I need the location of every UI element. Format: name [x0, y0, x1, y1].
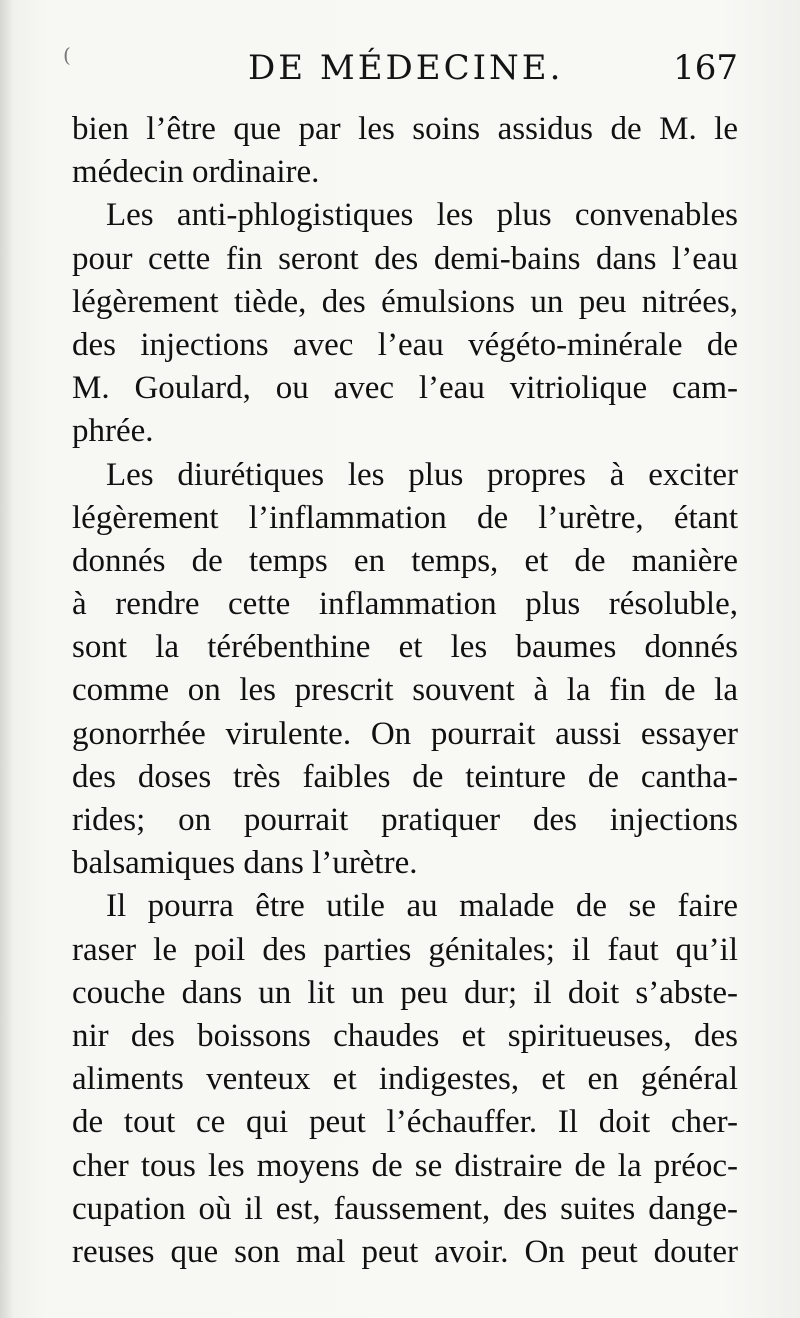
corner-mark: ( [63, 43, 71, 67]
text-line: couche dans un lit un peu dur; il doit s’abste- [72, 974, 738, 1011]
page-header [70, 48, 738, 98]
paragraph [72, 454, 738, 886]
text-line: pour cette fin seront des demi-bains dans l’eau [72, 240, 738, 277]
text-line: des injections avec l’eau végéto-minérale de [72, 326, 738, 363]
paragraph [72, 885, 738, 1274]
text-line: à rendre cette inflammation plus résoluble, [72, 586, 738, 623]
text-line: légèrement tiède, des émulsions un peu nitrées, [72, 283, 738, 320]
body-text [72, 108, 738, 1274]
text-line: donnés de temps en temps, et de manière [72, 542, 738, 579]
paragraph [72, 108, 738, 194]
text-line: cupation où il est, faussement, des suites dange- [72, 1190, 738, 1227]
page-number: 167 [673, 48, 738, 88]
text-line: des doses très faibles de teinture de cantha- [72, 758, 738, 795]
text-line: comme on les prescrit souvent à la fin de la [72, 672, 738, 709]
text-line: Les anti-phlogistiques les plus convenables [106, 197, 738, 234]
text-line: M. Goulard, ou avec l’eau vitriolique cam- [72, 370, 738, 407]
text-line: sont la térébenthine et les baumes donnés [72, 629, 738, 666]
text-line: aliments venteux et indigestes, et en général [72, 1061, 738, 1098]
text-line: légèrement l’inflammation de l’urètre, étant [72, 499, 738, 536]
text-line: Les diurétiques les plus propres à exciter [106, 456, 738, 493]
text-line: nir des boissons chaudes et spiritueuses, des [72, 1017, 738, 1054]
text-line: rides; on pourrait pratiquer des injections [72, 802, 738, 838]
text-line: raser le poil des parties génitales; il faut qu’il [72, 931, 738, 968]
text-line: médecin ordinaire. [72, 154, 320, 191]
text-line: bien l’être que par les soins assidus de M. le [72, 111, 738, 147]
page-edge-shadow [0, 0, 14, 1318]
paragraph [72, 194, 738, 453]
text-line: phrée. [72, 413, 154, 450]
text-line: cher tous les moyens de se distraire de la préoc- [72, 1147, 738, 1184]
text-line: gonorrhée virulente. On pourrait aussi essayer [72, 715, 738, 752]
text-line: Il pourra être utile au malade de se faire [106, 888, 738, 925]
running-head: DE MÉDECINE. [248, 48, 564, 88]
text-line: de tout ce qui peut l’échauffer. Il doit cher- [72, 1104, 738, 1141]
text-line: reuses que son mal peut avoir. On peut douter [72, 1233, 738, 1270]
text-line: balsamiques dans l’urètre. [72, 845, 418, 882]
